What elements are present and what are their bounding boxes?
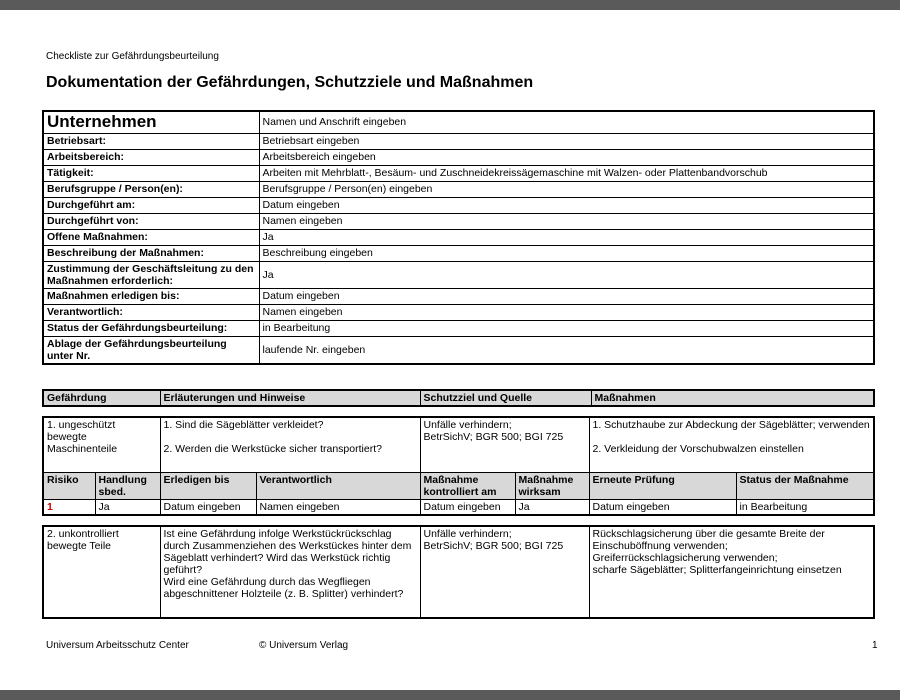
- field-label: Arbeitsbereich:: [43, 149, 259, 165]
- table-row: [43, 149, 874, 165]
- field-value[interactable]: Namen eingeben: [259, 304, 874, 320]
- field-label: Maßnahmen erledigen bis:: [43, 288, 259, 304]
- verantwortlich-value[interactable]: Namen eingeben: [256, 499, 420, 515]
- field-label: Verantwortlich:: [43, 304, 259, 320]
- wirksam-value[interactable]: Ja: [515, 499, 589, 515]
- hazard-header-table: [42, 389, 875, 407]
- field-label: Status der Gefährdungsbeurteilung:: [43, 320, 259, 336]
- table-row: [43, 526, 874, 618]
- field-label: Zustimmung der Geschäftsleitung zu den Maßnahmen erforderlich:: [43, 261, 259, 288]
- risk-value[interactable]: 1: [43, 499, 95, 515]
- company-label: Unternehmen: [43, 111, 259, 133]
- window-top-bar: [0, 0, 900, 10]
- table-row: [43, 245, 874, 261]
- sub-header-erneute-pruefung: Erneute Prüfung: [589, 472, 736, 499]
- table-row: [43, 320, 874, 336]
- field-label: Betriebsart:: [43, 133, 259, 149]
- erledigen-bis-value[interactable]: Datum eingeben: [160, 499, 256, 515]
- hazard-block-1: [42, 416, 875, 516]
- table-row: [43, 181, 874, 197]
- kontrolliert-am-value[interactable]: Datum eingeben: [420, 499, 515, 515]
- field-value[interactable]: Beschreibung eingeben: [259, 245, 874, 261]
- hazard-schutzziel: Unfälle verhindern; BetrSichV; BGR 500; BGI 725: [420, 526, 589, 618]
- status-value[interactable]: in Bearbeitung: [736, 499, 874, 515]
- table-row: [43, 165, 874, 181]
- company-value[interactable]: Namen und Anschrift eingeben: [259, 111, 874, 133]
- field-value[interactable]: Namen eingeben: [259, 213, 874, 229]
- table-row: [43, 261, 874, 288]
- table-row: [43, 336, 874, 364]
- field-value[interactable]: Ja: [259, 229, 874, 245]
- table-row: [43, 197, 874, 213]
- hazard-gefaehrdung: 1. ungeschützt bewegte Maschinenteile: [43, 417, 160, 472]
- table-row: [43, 304, 874, 320]
- header-gefaehrdung: Gefährdung: [43, 390, 160, 406]
- sub-header-verantwortlich: Verantwortlich: [256, 472, 420, 499]
- sub-header-kontrolliert-am: Maßnahme kontrolliert am: [420, 472, 515, 499]
- table-header-row: [43, 472, 874, 499]
- field-label: Beschreibung der Maßnahmen:: [43, 245, 259, 261]
- field-label: Tätigkeit:: [43, 165, 259, 181]
- table-header-row: [43, 390, 874, 406]
- field-value[interactable]: Arbeiten mit Mehrblatt-, Besäum- und Zuschneidekreissägemaschine mit Walzen- oder Plattenbandvorschub: [259, 165, 874, 181]
- field-label: Offene Maßnahmen:: [43, 229, 259, 245]
- sub-header-handlungsbedarf: Handlung sbed.: [95, 472, 160, 499]
- company-info-table: [42, 110, 875, 365]
- field-value[interactable]: Arbeitsbereich eingeben: [259, 149, 874, 165]
- page-number: 1: [872, 640, 878, 651]
- field-value[interactable]: Datum eingeben: [259, 197, 874, 213]
- table-row: [43, 417, 874, 472]
- table-row: [43, 229, 874, 245]
- hazard-massnahmen: 1. Schutzhaube zur Abdeckung der Sägeblätter; verwenden 2. Verkleidung der Vorschubwalzen einstellen: [589, 417, 874, 472]
- window-bottom-bar: [0, 690, 900, 700]
- field-label: Berufsgruppe / Person(en):: [43, 181, 259, 197]
- page-title: Dokumentation der Gefährdungen, Schutzziele und Maßnahmen: [46, 74, 534, 91]
- field-label: Durchgeführt am:: [43, 197, 259, 213]
- field-value[interactable]: laufende Nr. eingeben: [259, 336, 874, 364]
- sub-header-status: Status der Maßnahme: [736, 472, 874, 499]
- hazard-hinweise: Ist eine Gefährdung infolge Werkstückrückschlag durch Zusammenziehen des Werkstückes hinter dem Sägeblatt verhindert? Wird das Werkstück richtig geführt? Wird eine Gefährdung durch das Wegfliegen abgeschnittener Holzteile (z. B. Splitter) verhindert?: [160, 526, 420, 618]
- handlungsbedarf-value[interactable]: Ja: [95, 499, 160, 515]
- hazard-hinweise: 1. Sind die Sägeblätter verkleidet? 2. Werden die Werkstücke sicher transportiert?: [160, 417, 420, 472]
- header-hinweise: Erläuterungen und Hinweise: [160, 390, 420, 406]
- header-schutzziel: Schutzziel und Quelle: [420, 390, 591, 406]
- footer-copyright: © Universum Verlag: [259, 640, 349, 651]
- hazard-block-2: [42, 525, 875, 619]
- table-row: [43, 499, 874, 515]
- table-row: [43, 133, 874, 149]
- checklist-header: Checkliste zur Gefährdungsbeurteilung: [46, 51, 219, 62]
- field-value[interactable]: Berufsgruppe / Person(en) eingeben: [259, 181, 874, 197]
- field-value[interactable]: Ja: [259, 261, 874, 288]
- sub-header-wirksam: Maßnahme wirksam: [515, 472, 589, 499]
- table-row: [43, 288, 874, 304]
- hazard-massnahmen: Rückschlagsicherung über die gesamte Breite der Einschuböffnung verwenden; Greiferrückschlagsicherung verwenden; scharfe Sägeblätter; Splitterfangeinrichtung einsetzen: [589, 526, 874, 618]
- sub-header-erledigen-bis: Erledigen bis: [160, 472, 256, 499]
- field-label: Durchgeführt von:: [43, 213, 259, 229]
- hazard-schutzziel: Unfälle verhindern; BetrSichV; BGR 500; BGI 725: [420, 417, 589, 472]
- hazard-gefaehrdung: 2. unkontrolliert bewegte Teile: [43, 526, 160, 618]
- footer-publisher: Universum Arbeitsschutz Center: [46, 640, 189, 651]
- field-label: Ablage der Gefährdungsbeurteilung unter Nr.: [43, 336, 259, 364]
- field-value[interactable]: Datum eingeben: [259, 288, 874, 304]
- table-row: [43, 111, 874, 133]
- table-row: [43, 213, 874, 229]
- erneute-pruefung-value[interactable]: Datum eingeben: [589, 499, 736, 515]
- sub-header-risiko: Risiko: [43, 472, 95, 499]
- field-value[interactable]: in Bearbeitung: [259, 320, 874, 336]
- header-massnahmen: Maßnahmen: [591, 390, 874, 406]
- field-value[interactable]: Betriebsart eingeben: [259, 133, 874, 149]
